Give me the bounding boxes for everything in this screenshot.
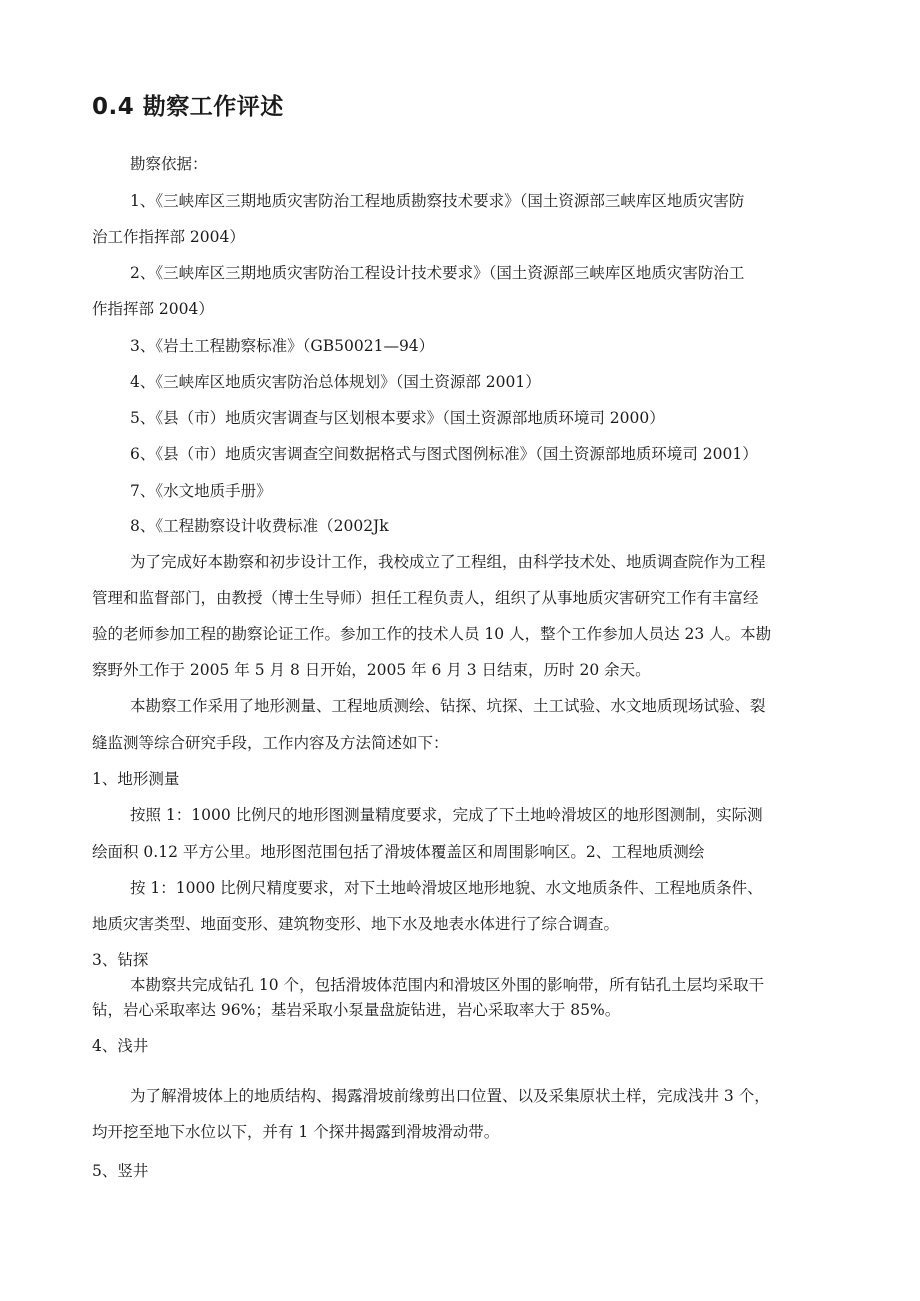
text-line: 按 1：1000 比例尺精度要求，对下土地岭滑坡区地形地貌、水文地质条件、工程地质条件、: [130, 879, 763, 897]
text-line: 地质灾害类型、地面变形、建筑物变形、地下水及地表水体进行了综合调查。: [92, 915, 620, 933]
text-line: 缝监测等综合研究手段，工作内容及方法简述如下：: [92, 734, 449, 752]
text-line: 7、《水文地质手册》: [130, 482, 272, 500]
text-line: 2、《三峡库区三期地质灾害防治工程设计技术要求》（国土资源部三峡库区地质灾害防治工: [130, 264, 745, 282]
text-line: 治工作指挥部 2004）: [92, 228, 245, 246]
text-line: 本勘察共完成钻孔 10 个，包括滑坡体范围内和滑坡区外围的影响带，所有钻孔土层均采取干: [130, 976, 765, 994]
subsection-title: 1、地形测量: [92, 770, 180, 788]
text-line: 作指挥部 2004）: [92, 300, 214, 318]
text-line: 1、《三峡库区三期地质灾害防治工程地质勘察技术要求》（国土资源部三峡库区地质灾害防: [130, 192, 745, 210]
text-line: 5、《县（市）地质灾害调查与区划根本要求》（国土资源部地质环境司 2000）: [130, 409, 665, 427]
text-line: 6、《县（市）地质灾害调查空间数据格式与图式图例标准》（国土资源部地质环境司 2001）: [130, 445, 758, 463]
subsection-title: 3、钻探: [92, 951, 149, 969]
subsection-title: 4、浅井: [92, 1037, 149, 1055]
text-line: 均开挖至地下水位以下，并有 1 个探井揭露到滑坡滑动带。: [92, 1123, 500, 1141]
text-line: 察野外工作于 2005 年 5 月 8 日开始，2005 年 6 月 3 日结束，历时 20 余天。: [92, 661, 651, 679]
text-line: 按照 1：1000 比例尺的地形图测量精度要求，完成了下土地岭滑坡区的地形图测制，实际测: [130, 806, 763, 824]
text-line: 为了完成好本勘察和初步设计工作，我校成立了工程组，由科学技术处、地质调查院作为工程: [130, 553, 766, 571]
text-line: 4、《三峡库区地质灾害防治总体规划》（国土资源部 2001）: [130, 373, 541, 391]
text-line: 勘察依据：: [130, 155, 208, 173]
section-heading: 0.4 勘察工作评述: [92, 94, 284, 120]
text-line: 钻，岩心采取率达 96%；基岩采取小泵量盘旋钻进，岩心采取率大于 85%。: [92, 1001, 621, 1019]
subsection-title: 5、竖井: [92, 1162, 149, 1180]
text-line: 验的老师参加工程的勘察论证工作。参加工作的技术人员 10 人，整个工作参加人员达 23 人。本勘: [92, 625, 772, 643]
text-line: 为了解滑坡体上的地质结构、揭露滑坡前缘剪出口位置、以及采集原状土样，完成浅井 3 个，: [130, 1087, 770, 1105]
text-line: 管理和监督部门，由教授（博士生导师）担任工程负责人，组织了从事地质灾害研究工作有丰富经: [92, 589, 759, 607]
text-line: 绘面积 0.12 平方公里。地形图范围包括了滑坡体覆盖区和周围影响区。2、工程地质测绘: [92, 843, 705, 861]
text-line: 8、《工程勘察设计收费标准（2002Jk: [130, 517, 389, 535]
text-line: 3、《岩土工程勘察标准》（GB50021—94）: [130, 337, 435, 355]
text-line: 本勘察工作采用了地形测量、工程地质测绘、钻探、坑探、土工试验、水文地质现场试验、裂: [130, 697, 766, 715]
